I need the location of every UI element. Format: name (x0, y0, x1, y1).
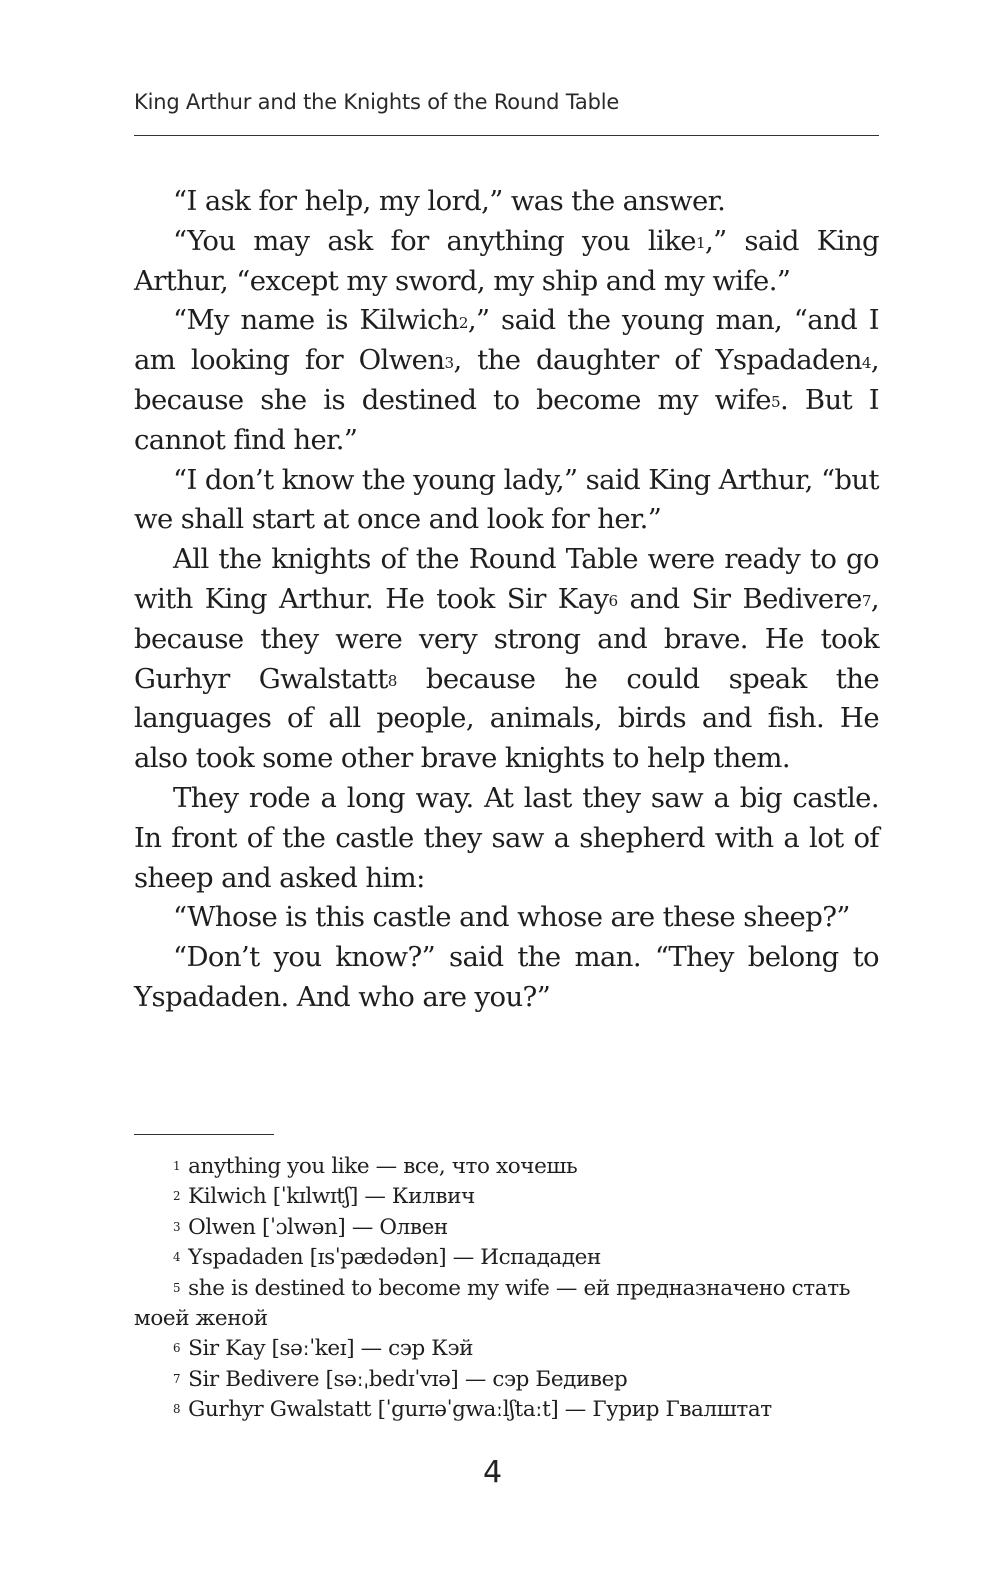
paragraph-text: “Don’t you know?” said the man. “They belong to Yspadaden. And who are you?” (134, 941, 879, 1013)
running-head: King Arthur and the Knights of the Round Table (134, 90, 620, 114)
paragraph-text: “You may ask for anything you like (173, 224, 696, 257)
paragraph (134, 182, 879, 222)
footnote-number: 8 (173, 1402, 181, 1417)
footnote-reference: 2 (458, 313, 468, 332)
footnote-number: 7 (173, 1371, 181, 1386)
footnote-text: anything you like — все, что хочешь (188, 1154, 578, 1179)
paragraph (134, 898, 879, 938)
paragraph-text: , the daughter of Yspadaden (453, 344, 862, 377)
paragraph-text: because he could speak the languages of all people, animals, birds and fish. He also took some other brave knights to help them. (134, 662, 880, 775)
footnote-reference: 3 (444, 353, 454, 372)
footnote-rule (134, 1134, 274, 1135)
paragraph (134, 222, 879, 302)
footnote-text: Gurhyr Gwalstatt [ˈgurɪəˈgwaːlʃtaːt] — Гурир Гвалштат (188, 1397, 772, 1423)
footnote-reference: 5 (770, 393, 780, 412)
footnote (134, 1395, 879, 1425)
footnote-text: Yspadaden [ɪsˈpædədən] — Испададен (188, 1245, 601, 1271)
footnote-number: 1 (173, 1159, 181, 1174)
footnote-text: Sir Bedivere [səːˌbedɪˈvɪə] — сэр Бедивер (188, 1366, 628, 1392)
footnote (134, 1365, 879, 1395)
footnote-text: Sir Kay [səːˈkeɪ] — сэр Кэй (188, 1336, 474, 1362)
footnote (134, 1334, 879, 1364)
footnote-text: she is destined to become my wife — ей предназначено стать моей женой (134, 1275, 851, 1332)
footnote-reference: 4 (861, 353, 871, 372)
paragraph-text: ,” said King Arthur, “except my sword, my ship and my wife.” (134, 224, 879, 297)
paragraph (134, 461, 879, 541)
footnotes (134, 1152, 879, 1426)
paragraph-text: “I ask for help, my lord,” was the answer. (173, 185, 726, 217)
footnote-reference: 8 (387, 672, 397, 691)
footnote-number: 3 (173, 1219, 181, 1234)
footnote-reference: 7 (861, 592, 871, 611)
paragraph-text: ,” said the young man, “and I am looking for Olwen (134, 304, 879, 377)
footnote (134, 1213, 879, 1243)
paragraph-text: “My name is Kilwich (173, 304, 459, 337)
footnote-text: Kilwich [ˈkɪlwɪtʃ] — Килвич (188, 1184, 475, 1210)
paragraph (134, 938, 879, 1018)
paragraph-text: and Sir Bedivere (617, 582, 862, 615)
paragraph-text: . But I cannot find her.” (134, 383, 879, 456)
footnote (134, 1274, 879, 1335)
body-text (134, 182, 879, 1018)
paragraph-text: “I don’t know the young lady,” said King Arthur, “but we shall start at once and look for her.” (134, 463, 879, 536)
paragraph (134, 779, 879, 898)
footnote-number: 4 (173, 1250, 181, 1265)
page-number: 4 (482, 1455, 503, 1490)
footnote (134, 1182, 879, 1212)
footnote (134, 1152, 879, 1182)
paragraph-text: “Whose is this castle and whose are these sheep?” (173, 901, 850, 934)
footnote-reference: 6 (608, 592, 618, 611)
paragraph-text: , because they were very strong and brave. He took Gurhyr Gwalstatt (134, 582, 879, 695)
footnote-number: 5 (173, 1280, 181, 1295)
paragraph (134, 301, 879, 460)
footnote-text: Olwen [ˈɔlwən] — Олвен (188, 1214, 448, 1240)
header-rule (134, 135, 879, 136)
footnote (134, 1243, 879, 1273)
paragraph-text: They rode a long way. At last they saw a big castle. In front of the castle they saw a shepherd with a lot of sheep and asked him: (134, 781, 879, 894)
paragraph-text: All the knights of the Round Table were ready to go with King Arthur. He took Sir Kay (134, 543, 879, 615)
paragraph (134, 540, 879, 779)
footnote-number: 2 (173, 1189, 181, 1204)
footnote-number: 6 (173, 1341, 181, 1356)
footnote-reference: 1 (695, 234, 705, 253)
paragraph-text: , because she is destined to become my wife (134, 344, 879, 416)
